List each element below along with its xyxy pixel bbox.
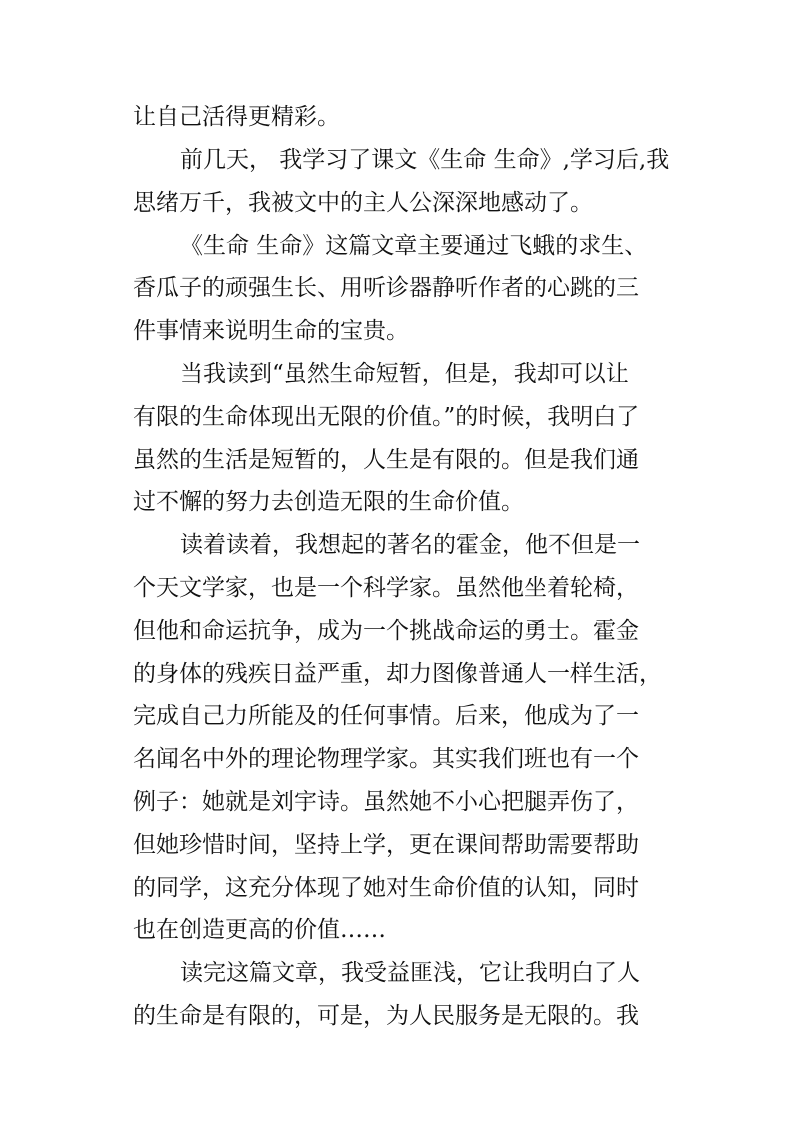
paragraph-line: 读着读着，我想起的著名的霍金，他不但是一 xyxy=(180,532,640,558)
paragraph-line: 完成自己力所能及的任何事情。后来，他成为了一 xyxy=(133,703,639,729)
paragraph-line: 虽然的生活是短暂的，人生是有限的。但是我们通 xyxy=(133,447,639,473)
paragraph-line: 个天文学家，也是一个科学家。虽然他坐着轮椅， xyxy=(133,575,639,601)
paragraph-line: 有限的生命体现出无限的价值。”的时候，我明白了 xyxy=(133,404,640,430)
paragraph-line: 但他和命运抗争，成为一个挑战命运的勇士。霍金 xyxy=(133,618,639,644)
paragraph-line: 例子：她就是刘宇诗。虽然她不小心把腿弄伤了， xyxy=(133,789,639,815)
paragraph-line: 过不懈的努力去创造无限的生命价值。 xyxy=(133,489,524,515)
paragraph-line: 的同学，这充分体现了她对生命价值的认知，同时 xyxy=(133,875,639,901)
paragraph-line: 让自己活得更精彩。 xyxy=(133,104,340,130)
paragraph-line: 也在创造更高的价值…… xyxy=(133,917,386,943)
paragraph-line: 件事情来说明生命的宝贵。 xyxy=(133,318,409,344)
paragraph-line: 香瓜子的顽强生长、用听诊器静听作者的心跳的三 xyxy=(133,275,639,301)
paragraph-line: 但她珍惜时间，坚持上学，更在课间帮助需要帮助 xyxy=(133,832,639,858)
paragraph-line: 《生命 生命》这篇文章主要通过飞蛾的求生、 xyxy=(180,233,648,259)
paragraph-line: 的身体的残疾日益严重，却力图像普通人一样生活， xyxy=(133,661,662,687)
paragraph-line: 的生命是有限的，可是，为人民服务是无限的。我 xyxy=(133,1003,639,1029)
paragraph-line: 名闻名中外的理论物理学家。其实我们班也有一个 xyxy=(133,746,639,772)
paragraph-line: 读完这篇文章，我受益匪浅，它让我明白了人 xyxy=(180,960,640,986)
paragraph-line: 前几天， 我学习了课文《生命 生命》,学习后,我 xyxy=(180,147,670,173)
paragraph-line: 当我读到“虽然生命短暂，但是，我却可以让 xyxy=(180,361,629,387)
paragraph-line: 思绪万千，我被文中的主人公深深地感动了。 xyxy=(133,190,593,216)
